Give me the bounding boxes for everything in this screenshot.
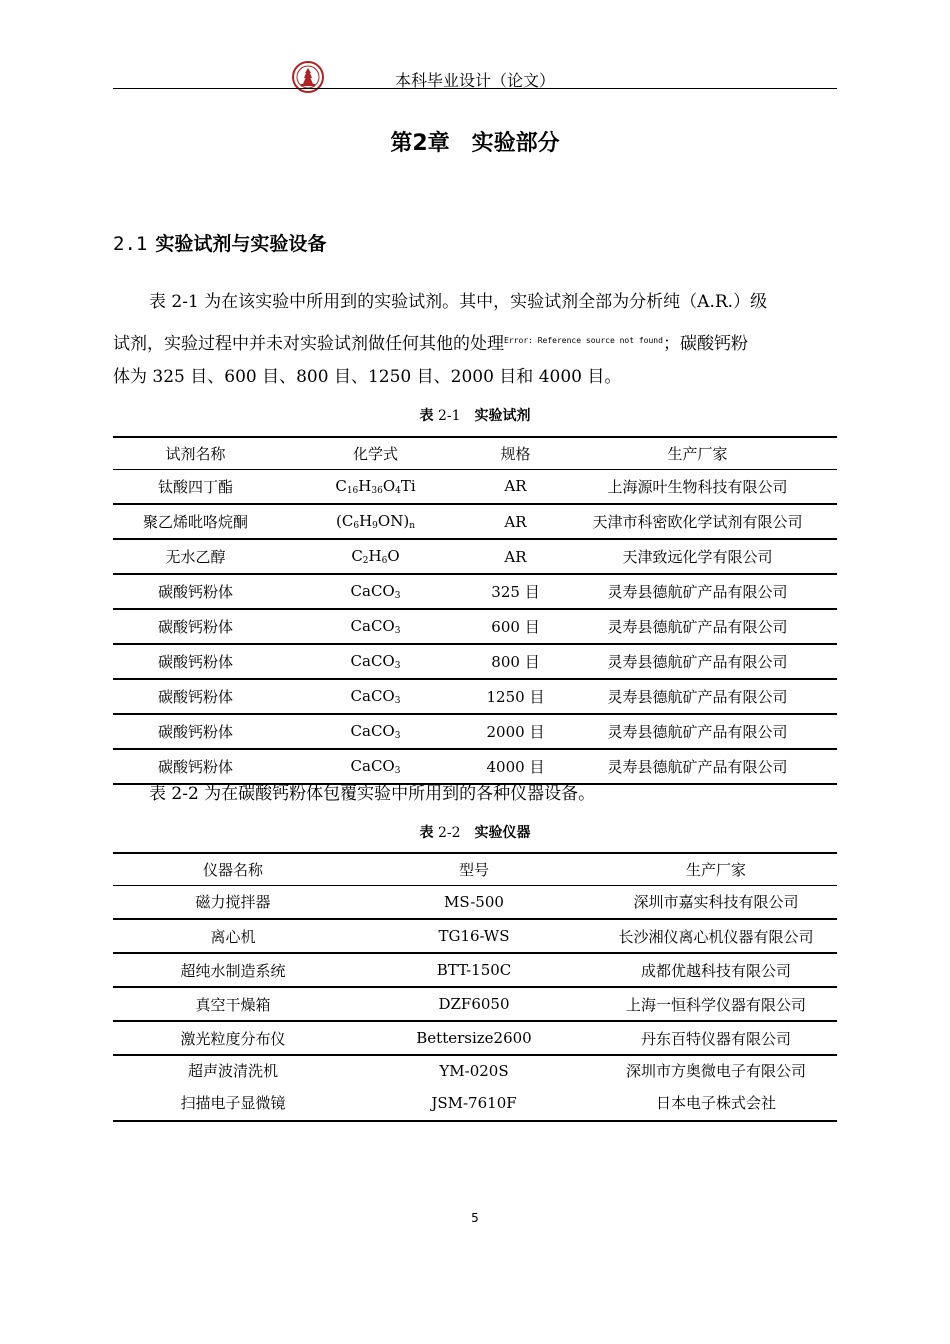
formula-part: O: [387, 547, 400, 565]
instrument-name: 真空干燥箱: [113, 987, 353, 1021]
manufacturer: 灵寿县德航矿产品有限公司: [558, 714, 837, 749]
column-header: 化学式: [278, 437, 473, 469]
table-row: [113, 714, 837, 749]
header-title: 本科毕业设计（论文）: [394, 71, 555, 90]
manufacturer: 上海一恒科学仪器有限公司: [595, 987, 837, 1021]
table-header-row: [113, 853, 837, 885]
manufacturer: 上海源叶生物科技有限公司: [558, 469, 837, 504]
chemical-formula: [278, 679, 473, 714]
instrument-model: DZF6050: [353, 987, 595, 1021]
chemical-formula: [278, 644, 473, 679]
table-row: [113, 885, 837, 919]
column-header: 规格: [473, 437, 558, 469]
formula-part: CaCO: [350, 582, 395, 600]
formula-part: H: [358, 476, 372, 495]
reagent-spec: AR: [473, 539, 558, 574]
chapter-title: 第2章 实验部分: [390, 131, 560, 156]
formula-part: H: [359, 512, 373, 530]
manufacturer: 深圳市嘉实科技有限公司: [595, 885, 837, 919]
header-rule: [113, 88, 837, 89]
manufacturer: 灵寿县德航矿产品有限公司: [558, 609, 837, 644]
manufacturer: 灵寿县德航矿产品有限公司: [558, 679, 837, 714]
chemical-formula: [278, 714, 473, 749]
column-header: 生产厂家: [595, 853, 837, 885]
formula-subscript: 6: [353, 521, 360, 531]
manufacturer: 长沙湘仪离心机仪器有限公司: [595, 919, 837, 953]
reagent-name: 无水乙醇: [113, 539, 278, 574]
instrument-name: 超声波清洗机: [187, 1062, 278, 1080]
formula-part: O: [382, 476, 396, 495]
intro-paragraph: [113, 292, 837, 392]
formula-part: H: [368, 547, 382, 565]
instrument-model: JSM-7610F: [353, 1085, 595, 1121]
reagents-table: [113, 436, 837, 785]
reagent-spec: 325 目: [473, 574, 558, 609]
formula-part: CaCO: [350, 652, 395, 670]
formula-subscript: 3: [394, 766, 401, 776]
table-row: [113, 749, 837, 784]
manufacturer: 丹东百特仪器有限公司: [595, 1021, 837, 1055]
manufacturer: 天津市科密欧化学试剂有限公司: [558, 504, 837, 539]
table-row: [113, 574, 837, 609]
formula-subscript: 6: [381, 556, 388, 566]
formula-part: ON): [377, 512, 410, 530]
reagent-spec: 600 目: [473, 609, 558, 644]
table-row: [113, 1085, 837, 1121]
intro-line-2-tail: ；碳酸钙粉: [662, 334, 748, 354]
intro-line-3: 体为 325 目、600 目、800 目、1250 目、2000 目和 4000 目。: [113, 367, 622, 387]
reagent-spec: AR: [473, 469, 558, 504]
manufacturer: 灵寿县德航矿产品有限公司: [558, 749, 837, 784]
table2-caption: 表 2-2 实验仪器: [419, 825, 531, 841]
chemical-formula: [278, 539, 473, 574]
instrument-name: 激光粒度分布仪: [113, 1021, 353, 1055]
reagent-name: 碳酸钙粉体: [113, 644, 278, 679]
between-text: 表 2-2 为在碳酸钙粉体包覆实验中所用到的各种仪器设备。: [149, 784, 596, 804]
formula-subscript: 36: [371, 485, 383, 496]
section-number: 2.1: [113, 233, 148, 255]
reagent-name: 钛酸四丁酯: [113, 469, 278, 504]
instrument-model: YM-020S: [439, 1061, 509, 1080]
between-paragraph: [113, 784, 837, 806]
formula-subscript: 3: [394, 626, 401, 636]
formula-subscript: n: [409, 521, 415, 531]
chemical-formula: [278, 469, 473, 504]
table-row: [113, 644, 837, 679]
instrument-model: Bettersize2600: [353, 1021, 595, 1055]
instrument-name: 超纯水制造系统: [113, 953, 353, 987]
reagent-spec: AR: [473, 504, 558, 539]
reagent-name: 聚乙烯吡咯烷酮: [113, 504, 278, 539]
chemical-formula: [278, 749, 473, 784]
intro-line-2-text: 试剂，实验过程中并未对实验试剂做任何其他的处理: [113, 334, 504, 354]
formula-part: CaCO: [350, 757, 395, 775]
formula-subscript: 9: [372, 521, 378, 531]
instrument-model: BTT-150C: [353, 953, 595, 987]
instrument-name: 离心机: [113, 919, 353, 953]
formula-subscript: 2: [362, 556, 369, 566]
manufacturer: 成都优越科技有限公司: [595, 953, 837, 987]
formula-subscript: 4: [395, 485, 401, 496]
formula-subscript: 3: [394, 591, 401, 601]
reference-error: Error: Reference source not found: [504, 336, 663, 345]
formula-part: (C: [336, 512, 354, 530]
table-row: [113, 504, 837, 539]
formula-part: C: [335, 476, 347, 495]
column-header: 型号: [353, 853, 595, 885]
manufacturer: 深圳市方奥微电子有限公司: [625, 1062, 806, 1080]
instrument-model: TG16-WS: [353, 919, 595, 953]
formula-part: Ti: [400, 476, 416, 495]
table-row: [113, 1021, 837, 1055]
formula-subscript: 3: [394, 661, 401, 671]
table-header-row: [113, 437, 837, 469]
instrument-name: 扫描电子显微镜: [113, 1085, 353, 1121]
reagent-spec: 4000 目: [473, 749, 558, 784]
page-number: 5: [471, 1211, 479, 1225]
table-row: [113, 679, 837, 714]
instrument-name: 磁力搅拌器: [113, 885, 353, 919]
table-row: [113, 469, 837, 504]
formula-subscript: 16: [346, 485, 359, 496]
manufacturer: 灵寿县德航矿产品有限公司: [558, 574, 837, 609]
manufacturer: 灵寿县德航矿产品有限公司: [558, 644, 837, 679]
reagent-name: 碳酸钙粉体: [113, 714, 278, 749]
reagent-spec: 1250 目: [473, 679, 558, 714]
reagent-spec: 2000 目: [473, 714, 558, 749]
table-row: [113, 609, 837, 644]
formula-subscript: 3: [394, 731, 401, 741]
reagent-spec: 800 目: [473, 644, 558, 679]
reagent-name: 碳酸钙粉体: [113, 609, 278, 644]
table-row: [113, 953, 837, 987]
formula-part: CaCO: [350, 722, 395, 740]
table-row: [113, 539, 837, 574]
column-header: 生产厂家: [558, 437, 837, 469]
formula-part: CaCO: [350, 617, 395, 635]
section-title: 实验试剂与实验设备: [155, 233, 327, 255]
column-header: 仪器名称: [113, 853, 353, 885]
table-row: [113, 919, 837, 953]
intro-line-2: [113, 330, 748, 355]
instruments-table: [113, 852, 837, 1122]
instrument-model: MS-500: [353, 885, 595, 919]
table-row: [113, 1055, 837, 1085]
chemical-formula: [278, 574, 473, 609]
formula-part: C: [351, 547, 363, 565]
chemical-formula: [278, 504, 473, 539]
column-header: 试剂名称: [113, 437, 278, 469]
formula-part: CaCO: [350, 687, 395, 705]
reagent-name: 碳酸钙粉体: [113, 749, 278, 784]
formula-subscript: 3: [394, 696, 401, 706]
reagent-name: 碳酸钙粉体: [113, 679, 278, 714]
intro-line-1: 表 2-1 为在该实验中所用到的实验试剂。其中，实验试剂全部为分析纯（A.R.）级: [149, 292, 768, 312]
chemical-formula: [278, 609, 473, 644]
manufacturer: 天津致远化学有限公司: [558, 539, 837, 574]
section-heading: [113, 229, 326, 256]
table1-caption: 表 2-1 实验试剂: [419, 408, 531, 424]
reagent-name: 碳酸钙粉体: [113, 574, 278, 609]
table-row: [113, 987, 837, 1021]
manufacturer: 日本电子株式会社: [595, 1085, 837, 1121]
